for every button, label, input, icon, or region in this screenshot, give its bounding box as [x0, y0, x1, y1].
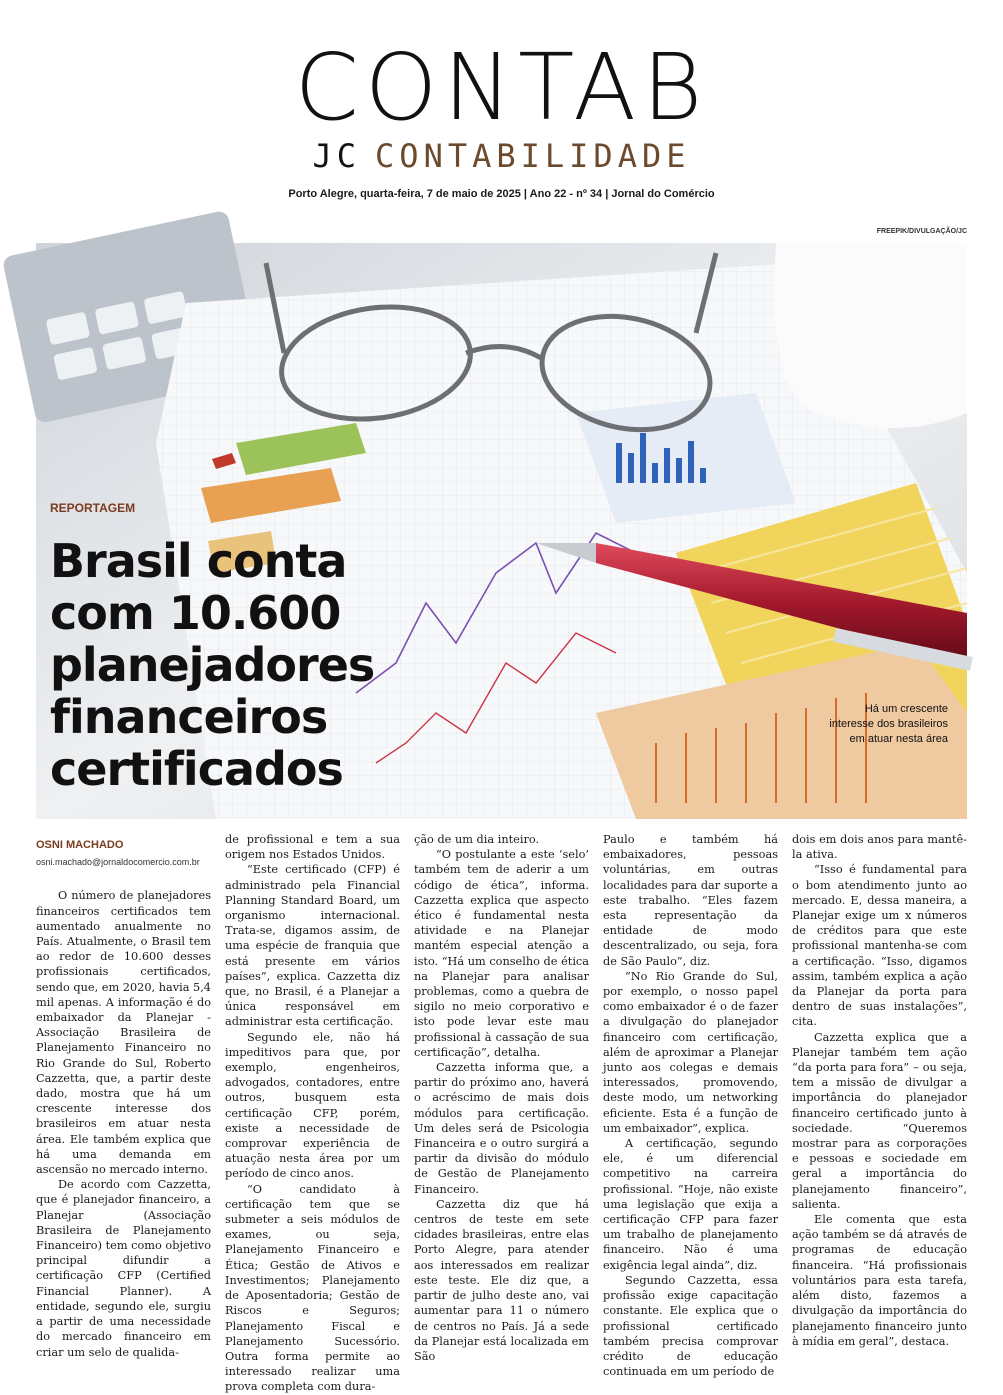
masthead: [0, 34, 1003, 175]
column-5: [792, 832, 967, 1348]
paragraph: Cazzetta explica que a Planejar também tem ação “da porta para fora” – ou seja, tem a missão de divulgar a importância do planejador financeiro certificado junto à sociedade. “Queremos mostrar para as corporações e pessoas e sociedade em geral a importância do planejamento financeiro”, salienta.: [792, 1030, 967, 1211]
paragraph: Cazzetta informa que, a partir do próximo ano, haverá o acréscimo de mais dois módulos para certificação. Um deles será de Psicologia Financeira e o outro surgirá a partir da divisão do módulo de Gestão de Planejamento Financeiro.: [414, 1061, 589, 1196]
paragraph: Cazzetta diz que há centros de teste em sete cidades brasileiras, entre elas Porto Alegre, para atender aos interessados em realizar este teste. Ele diz que, a partir de julho deste ano, vai aumentar para 11 o número de centros no País. Já a sede da Planejar está localizada em São: [414, 1197, 589, 1363]
author-name: OSNI MACHADO: [36, 839, 124, 851]
paragraph: ção de um dia inteiro.: [414, 833, 540, 846]
paragraph: A certificação, segundo ele, é um diferencial competitivo na carreira profissional. “Hoje, não existe uma legislação que exija a certificação CFP para fazer um trabalho de planejamento financeiro. Não é uma exigência legal ainda”, diz.: [603, 1137, 778, 1272]
column-3: [414, 832, 589, 1363]
paragraph: Segundo ele, não há impeditivos para que, por exemplo, engenheiros, advogados, contadores, entre outros, busquem esta certificação CFP, porém, existe a necessidade de comprovar experiência de atuação nesta área por um período de cinco anos.: [225, 1030, 400, 1181]
dateline: Porto Alegre, quarta-feira, 7 de maio de 2025 | Ano 22 - nº 34 | Jornal do Comércio: [288, 188, 715, 200]
column-2: [225, 832, 400, 1394]
paragraph: Ele comenta que esta ação também se dá através de programas de educação financeira. “Há profissionais voluntários para esta tarefa, além disto, fazemos a divulgação da importância do planejamento financeiro junto à mídia em geral”, destaca.: [792, 1213, 967, 1348]
logo-contabilidade: CONTABILIDADE: [375, 137, 691, 175]
photo-caption: Há um crescente interesse dos brasileiros em atuar nesta área: [829, 703, 948, 745]
photo-credit: FREEPIK/DIVULGAÇÃO/JC: [876, 228, 967, 235]
paragraph: “Isso é fundamental para o bom atendimento junto ao mercado. E, dessa maneira, a Planejar exige um x números de créditos para que este profissional mantenha-se com a certificação. “Isso, digamos assim, também explica a ação da Planejar da porta para dentro de suas instalações”, cita.: [792, 863, 967, 1029]
logo-contab: CONTAB: [294, 34, 709, 141]
paragraph: Segundo Cazzetta, essa profissão exige capacitação constante. Ele explica que o profissional certificado também precisa comprovar crédito de educação continuada em um período de: [603, 1273, 778, 1379]
logo-subtitle: [0, 138, 1003, 174]
column-4: [603, 832, 778, 1379]
paragraph: Paulo e também há embaixadores, pessoas voluntárias, em outras localidades para dar suporte a este trabalho. “Eles fazem esta representação da entidade de modo descentralizado, ou seja, fora de São Paulo”, diz.: [603, 833, 778, 968]
paragraph: De acordo com Cazzetta, que é planejador financeiro, a Planejar (Associação Brasileira de Planejamento Financeiro) tem como objetivo principal difundir a certificação CFP (Certified Financial Planner). A entidade, segundo ele, surgiu a partir de uma necessidade do mercado financeiro em criar um selo de qualida-: [36, 1178, 211, 1359]
paragraph: de profissional e tem a sua origem nos Estados Unidos.: [225, 833, 400, 862]
logo-jc: JC: [312, 137, 362, 175]
article-body: [36, 832, 967, 1394]
author-email: osni.machado@jornaldocomercio.com.br: [36, 857, 200, 868]
paragraph: O número de planejadores financeiros certificados tem aumentado anualmente no País. Atualmente, o Brasil tem ao redor de 10.600 desses profissionais certificados, sendo que, em 2020, havia 5,4 mil apenas. A informação é do embaixador da Planejar - Associação Brasileira de Planejamento Financeiro no Rio Grande do Sul, Roberto Cazzetta, que, a partir deste dado, mostra que há um crescente interesse dos brasileiros em atuar nesta área. Ele também explica que há uma demanda em ascensão no mercado interno.: [36, 889, 211, 1177]
article-headline: Brasil conta com 10.600 planejadores financeiros certificados: [50, 534, 375, 796]
paragraph: “O candidato à certificação tem que se submeter a seis módulos de exames, ou seja, Planejamento Financeiro e Ética; Gestão de Ativos e Investimentos; Planejamento de Aposentadoria; Gestão de Riscos e Seguros; Planejamento Fiscal e Planejamento Sucessório. Outra forma permite ao interessado realizar uma prova completa com dura-: [225, 1182, 400, 1394]
paragraph: “Este certificado (CFP) é administrado pela Financial Planning Standard Board, um organismo internacional. Trata-se, digamos assim, de uma espécie de franquia que está presente em vários países”, explica. Cazzetta diz que, no Brasil, é a Planejar a única responsável em administrar esta certificação.: [225, 863, 400, 1029]
paragraph: “No Rio Grande do Sul, por exemplo, o nosso papel como embaixador é o de fazer a divulgação do planejador financeiro com certificação, além de aproximar a Planejar junto aos colegas e demais interessados, promovendo, deste modo, um networking eficiente. Esta é a função de um embaixador”, explica.: [603, 969, 778, 1135]
article-kicker: REPORTAGEM: [50, 501, 136, 515]
column-1: [36, 832, 211, 1359]
paragraph: “O postulante a este ‘selo’ também tem de aderir a um código de ética”, informa. Cazzetta explica que aspecto ético é fundamental nesta atividade e na Planejar mantém especial atenção a isto. “Há um conselho de ética na Planejar para analisar problemas, como a quebra de sigilo no meio corporativo e isto pode levar este mau profissional à cassação de sua certificação”, detalha.: [414, 848, 589, 1059]
paragraph: dois em dois anos para mantê-la ativa.: [792, 833, 967, 862]
